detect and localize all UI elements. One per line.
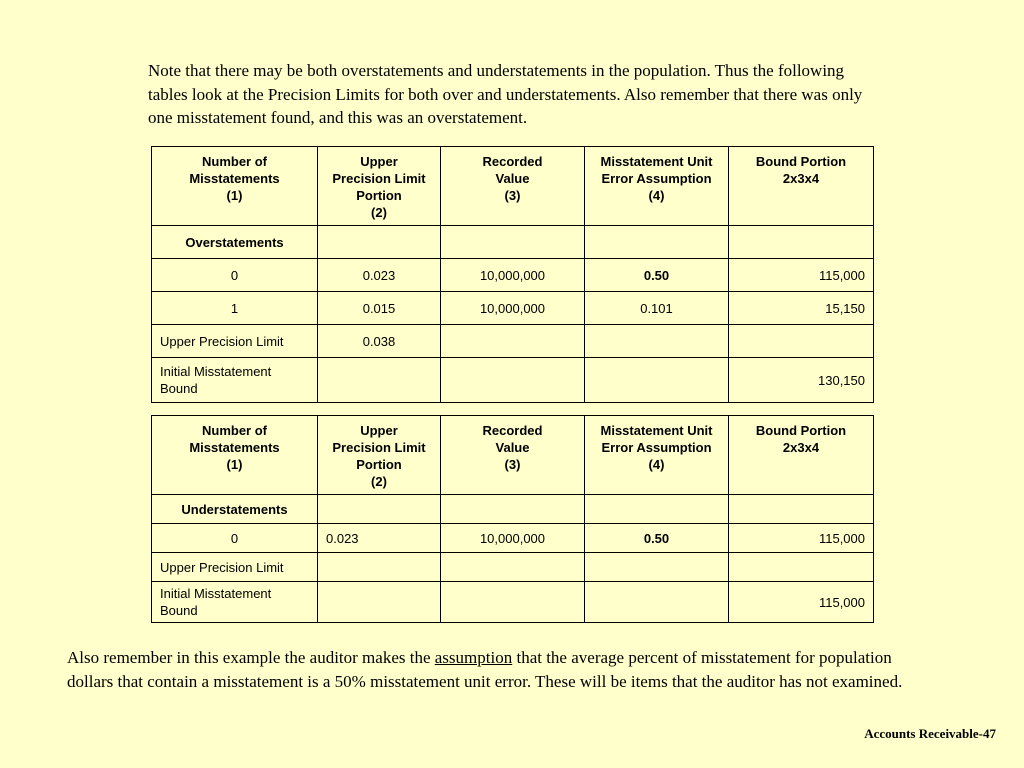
table-header-row: [152, 147, 874, 226]
cell-count: 1: [152, 292, 318, 325]
header-bound-portion: Bound Portion 2x3x4: [729, 147, 874, 226]
cell-bound-portion: 115,000: [729, 524, 874, 553]
header-recorded-value: Recorded Value (3): [441, 416, 585, 495]
cell-recorded-value: 10,000,000: [441, 524, 585, 553]
assumption-underlined: assumption: [434, 648, 513, 667]
cell-count: 0: [152, 524, 318, 553]
section-label: Overstatements: [152, 226, 318, 259]
cell-bound-portion: 115,000: [729, 259, 874, 292]
imb-label: Initial Misstatement Bound: [152, 358, 318, 403]
table-row: [152, 292, 874, 325]
header-bound-portion: Bound Portion 2x3x4: [729, 416, 874, 495]
cell-upl-portion: 0.023: [318, 524, 441, 553]
slide-footer: Accounts Receivable-47: [864, 726, 996, 741]
cell-recorded-value: 10,000,000: [441, 259, 585, 292]
upl-label: Upper Precision Limit: [152, 553, 318, 582]
header-upper-precision-limit-portion: Upper Precision Limit Portion (2): [318, 416, 441, 495]
upper-precision-limit-row: [152, 553, 874, 582]
cell-count: 0: [152, 259, 318, 292]
header-number-of-misstatements: Number of Misstatements (1): [152, 416, 318, 495]
intro-paragraph: Note that there may be both overstatements and understatements in the population. Thus the following tables look at the Precision Limits for both over and understatements. Also remember that there was only one misstatement found, and this was an overstatement.: [148, 61, 863, 127]
upl-value: 0.038: [318, 325, 441, 358]
initial-misstatement-bound-row: [152, 582, 874, 623]
initial-misstatement-bound-row: [152, 358, 874, 403]
understatements-table: [151, 415, 874, 623]
cell-unit-error: 0.50: [585, 524, 729, 553]
cell-unit-error: 0.101: [585, 292, 729, 325]
table-header-row: [152, 416, 874, 495]
upl-label: Upper Precision Limit: [152, 325, 318, 358]
imb-label: Initial Misstatement Bound: [152, 582, 318, 623]
cell-upl-portion: 0.023: [318, 259, 441, 292]
cell-recorded-value: 10,000,000: [441, 292, 585, 325]
imb-value: 130,150: [729, 358, 874, 403]
section-label: Understatements: [152, 495, 318, 524]
table-row: [152, 524, 874, 553]
header-number-of-misstatements: Number of Misstatements (1): [152, 147, 318, 226]
cell-upl-portion: 0.015: [318, 292, 441, 325]
header-misstatement-unit-error: Misstatement Unit Error Assumption (4): [585, 416, 729, 495]
header-recorded-value: Recorded Value (3): [441, 147, 585, 226]
outro-paragraph: Also remember in this example the auditor makes the assumption that the average percent of misstatement for population dollars that contain a misstatement is a 50% misstatement unit error. These will be items that the auditor has not examined.: [67, 648, 903, 691]
table-row: [152, 259, 874, 292]
overstatements-table: [151, 146, 874, 403]
section-row: [152, 495, 874, 524]
header-misstatement-unit-error: Misstatement Unit Error Assumption (4): [585, 147, 729, 226]
imb-value: 115,000: [729, 582, 874, 623]
cell-bound-portion: 15,150: [729, 292, 874, 325]
section-row: [152, 226, 874, 259]
upper-precision-limit-row: [152, 325, 874, 358]
cell-unit-error: 0.50: [585, 259, 729, 292]
header-upper-precision-limit-portion: Upper Precision Limit Portion (2): [318, 147, 441, 226]
